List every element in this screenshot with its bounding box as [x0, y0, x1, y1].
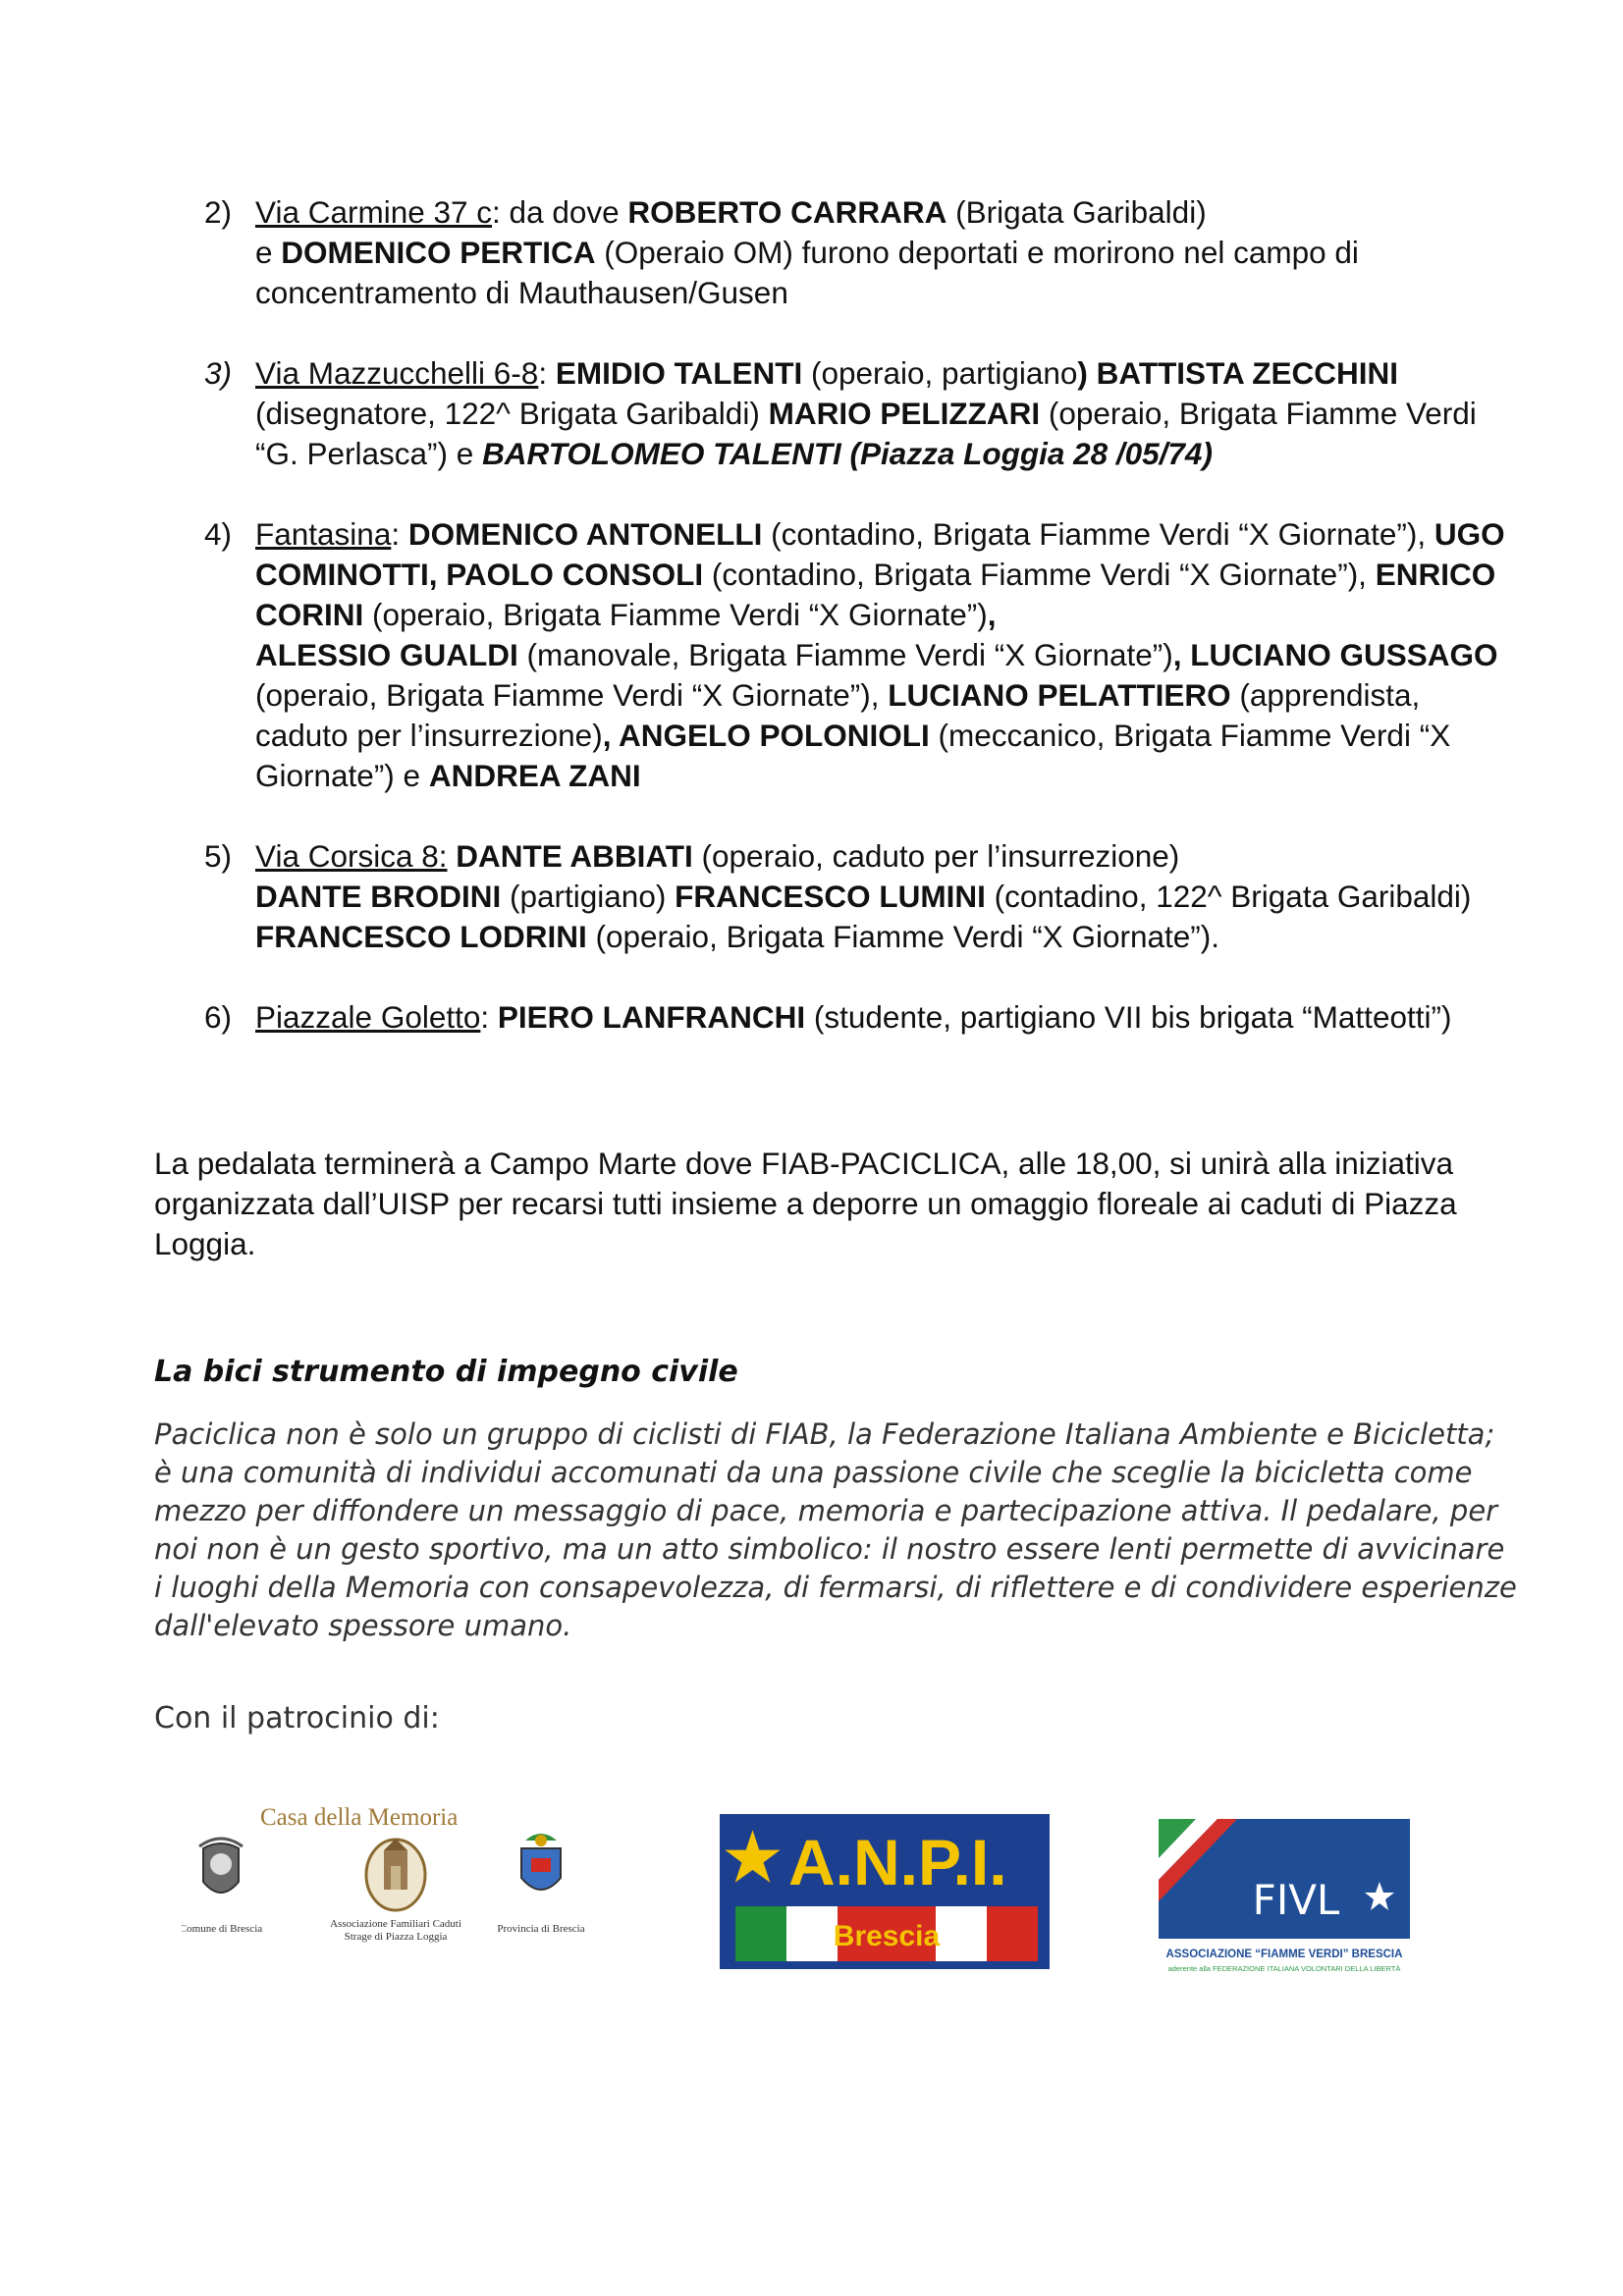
- fivl-name: FIVL: [1252, 1876, 1340, 1924]
- text-segment: (contadino, Brigata Fiamme Verdi “X Giornate”),: [703, 557, 1376, 592]
- item-number: 3): [204, 355, 233, 391]
- text-segment: (apprendista, caduto per l’insurrezione): [255, 677, 1421, 753]
- list-item: [204, 192, 1510, 313]
- text-segment: (contadino, 122^ Brigata Garibaldi): [985, 879, 1472, 914]
- person-name: PIERO LANFRANCHI: [497, 999, 806, 1035]
- anpi-city: Brescia: [833, 1920, 941, 1952]
- fivl-caption-line1: ASSOCIAZIONE “FIAMME VERDI” BRESCIA: [1165, 1949, 1403, 1960]
- casa-memoria-title: Casa della Memoria: [260, 1804, 459, 1831]
- list-item: [204, 997, 1510, 1038]
- person-name: FRANCESCO LODRINI: [255, 919, 587, 954]
- text-segment: ,: [987, 597, 997, 632]
- list-item: [204, 836, 1510, 957]
- item-number: 5): [204, 838, 233, 874]
- fivl-logo: [1159, 1819, 1410, 1978]
- person-name-highlight: BARTOLOMEO TALENTI (Piazza Loggia 28 /05/74): [482, 436, 1213, 471]
- closing-paragraph: La pedalata terminerà a Campo Marte dove FIAB-PACICLICA, alle 18,00, si unirà alla iniziativa organizzata dall’UISP per recarsi tutti insieme a deporre un omaggio floreale ai caduti di Piazza Loggia.: [154, 1146, 1457, 1261]
- person-name: DANTE BRODINI: [255, 879, 502, 914]
- text-segment: (operaio, caduto per l’insurrezione): [692, 838, 1180, 874]
- text-segment: (manovale, Brigata Fiamme Verdi “X Giornate”): [517, 637, 1173, 672]
- comune-caption: Comune di Brescia: [182, 1923, 263, 1935]
- association-caption-line1: Associazione Familiari Caduti: [330, 1918, 461, 1930]
- casa-della-memoria-graphic: [182, 1801, 614, 1949]
- list-item: [204, 353, 1510, 474]
- comune-crest-icon: [199, 1839, 243, 1893]
- mission-paragraph: Paciclica non è solo un gruppo di ciclisti di FIAB, la Federazione Italiana Ambiente e Bicicletta; è una comunità di individui accomunati da una passione civile che sceglie la bicicletta come mezzo per diffondere un messaggio di pace, memoria e partecipazione attiva. Il pedalare, per noi non è un gesto sportivo, ma un atto simbolico: il nostro essere lenti permette di avvicinare i luoghi della Memoria con consapevolezza, di fermarsi, di riflettere e di condividere esperienze dall'elevato spessore umano.: [154, 1417, 1517, 1642]
- text-segment: :: [391, 516, 408, 552]
- text-segment: :: [538, 355, 556, 391]
- item-number: 2): [204, 194, 233, 230]
- person-name: DOMENICO PERTICA: [281, 235, 596, 270]
- fivl-graphic: [1159, 1819, 1410, 1978]
- person-name: DANTE ABBIATI: [456, 838, 693, 874]
- list-item: [204, 514, 1510, 796]
- person-name: MARIO PELIZZARI: [768, 396, 1041, 431]
- anpi-graphic: [720, 1814, 1050, 1969]
- text-segment: (contadino, Brigata Fiamme Verdi “X Giornate”),: [762, 516, 1434, 552]
- person-name: ENRICO CORINI: [255, 557, 1496, 632]
- text-segment: e: [255, 235, 282, 270]
- item-number: 4): [204, 516, 233, 552]
- person-name: FRANCESCO LUMINI: [675, 879, 986, 914]
- text-segment: : da dove: [492, 194, 628, 230]
- anpi-name: A.N.P.I.: [788, 1826, 1007, 1898]
- person-name: EMIDIO TALENTI: [555, 355, 803, 391]
- fivl-caption-line2: aderente alla FEDERAZIONE ITALIANA VOLONTARI DELLA LIBERTÀ: [1167, 1964, 1401, 1973]
- text-segment: (Brigata Garibaldi): [947, 194, 1207, 230]
- association-caption-line2: Strage di Piazza Loggia: [344, 1931, 448, 1943]
- provincia-crest-icon: [521, 1834, 561, 1890]
- place-name: Via Mazzucchelli 6-8: [255, 355, 539, 391]
- text-segment: (operaio, Brigata Fiamme Verdi “X Giornate”): [363, 597, 988, 632]
- stops-list: [204, 192, 1510, 1078]
- person-name: , ANGELO POLONIOLI: [602, 718, 930, 753]
- person-name: ALESSIO GUALDI: [255, 637, 518, 672]
- association-medallion-icon: [366, 1839, 425, 1910]
- text-segment: (operaio, Brigata Fiamme Verdi “G. Perlasca”) e: [255, 396, 1477, 471]
- text-segment: :: [480, 999, 498, 1035]
- person-name: LUCIANO PELATTIERO: [888, 677, 1231, 713]
- person-name: ) BATTISTA ZECCHINI: [1077, 355, 1399, 391]
- place-name: Via Carmine 37 c: [255, 194, 493, 230]
- person-name: , LUCIANO GUSSAGO: [1172, 637, 1498, 672]
- place-name: Piazzale Goletto: [255, 999, 481, 1035]
- text-segment: (Operaio OM) furono deportati e morirono nel campo di concentramento di Mauthausen/Gusen: [255, 235, 1359, 310]
- person-name: ANDREA ZANI: [428, 758, 641, 793]
- text-segment: (meccanico, Brigata Fiamme Verdi “X Giornate”) e: [255, 718, 1451, 793]
- text-segment: (operaio, Brigata Fiamme Verdi “X Giornate”).: [586, 919, 1219, 954]
- person-name: UGO COMINOTTI, PAOLO CONSOLI: [255, 516, 1505, 592]
- text-segment: (partigiano): [501, 879, 676, 914]
- text-segment: (studente, partigiano VII bis brigata “Matteotti”): [805, 999, 1452, 1035]
- casa-della-memoria-logo: [182, 1801, 614, 1949]
- text-segment: [448, 838, 457, 874]
- place-name: Fantasina: [255, 516, 392, 552]
- section-title: La bici strumento di impegno civile: [154, 1355, 738, 1389]
- text-segment: (operaio, partigiano: [802, 355, 1078, 391]
- patronage-label: Con il patrocinio di:: [154, 1701, 440, 1735]
- provincia-caption: Provincia di Brescia: [497, 1923, 585, 1935]
- place-name: Via Corsica 8:: [255, 838, 448, 874]
- text-segment: (operaio, Brigata Fiamme Verdi “X Giornate”),: [255, 677, 889, 713]
- item-number: 6): [204, 999, 233, 1035]
- anpi-logo: [720, 1814, 1050, 1969]
- person-name: DOMENICO ANTONELLI: [407, 516, 763, 552]
- person-name: ROBERTO CARRARA: [627, 194, 947, 230]
- text-segment: (disegnatore, 122^ Brigata Garibaldi): [255, 396, 769, 431]
